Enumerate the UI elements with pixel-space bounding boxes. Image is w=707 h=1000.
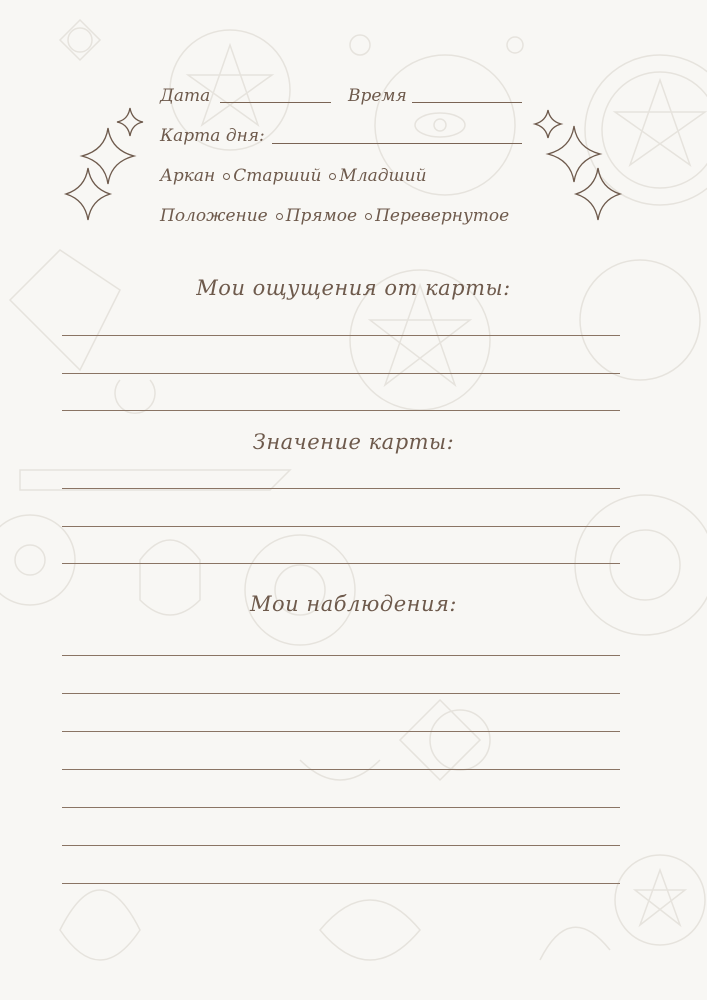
position-row: [160, 206, 509, 226]
writing-line[interactable]: [62, 693, 620, 694]
section-title-observations: Мои наблюдения:: [250, 592, 457, 616]
writing-line[interactable]: [62, 655, 620, 656]
writing-line[interactable]: [62, 526, 620, 527]
card-of-day-label: Карта дня:: [160, 126, 265, 146]
arcana-label: Аркан: [160, 166, 216, 186]
sparkle-icon: [66, 168, 110, 220]
sparkle-icon: [576, 168, 620, 220]
position-option-label: Прямое: [285, 206, 358, 226]
arcana-option-major[interactable]: [223, 166, 321, 186]
position-label: Положение: [160, 206, 268, 226]
position-option-label: Перевернутое: [375, 206, 510, 226]
time-field[interactable]: [412, 102, 522, 103]
writing-line[interactable]: [62, 883, 620, 884]
section-title-feelings: Мои ощущения от карты:: [196, 276, 511, 300]
writing-line[interactable]: [62, 563, 620, 564]
arcana-row: [160, 166, 427, 186]
writing-line[interactable]: [62, 731, 620, 732]
writing-line[interactable]: [62, 410, 620, 411]
date-field[interactable]: [220, 102, 331, 103]
writing-line[interactable]: [62, 373, 620, 374]
card-of-day-field[interactable]: [272, 143, 522, 144]
position-option-upright[interactable]: [276, 206, 357, 226]
radio-icon[interactable]: [365, 213, 372, 220]
radio-icon[interactable]: [276, 213, 283, 220]
sparkle-icon: [535, 110, 561, 138]
position-option-reversed[interactable]: [365, 206, 509, 226]
radio-icon[interactable]: [223, 173, 230, 180]
arcana-option-minor[interactable]: [329, 166, 426, 186]
date-label: Дата: [160, 86, 211, 106]
arcana-option-label: Старший: [233, 166, 322, 186]
writing-line[interactable]: [62, 807, 620, 808]
section-title-meaning: Значение карты:: [252, 430, 455, 454]
writing-line[interactable]: [62, 769, 620, 770]
sparkle-icon: [117, 108, 143, 136]
writing-line[interactable]: [62, 845, 620, 846]
time-label: Время: [348, 86, 407, 106]
arcana-option-label: Младший: [339, 166, 427, 186]
sparkle-icon: [548, 126, 600, 182]
writing-line[interactable]: [62, 335, 620, 336]
writing-line[interactable]: [62, 488, 620, 489]
radio-icon[interactable]: [329, 173, 336, 180]
